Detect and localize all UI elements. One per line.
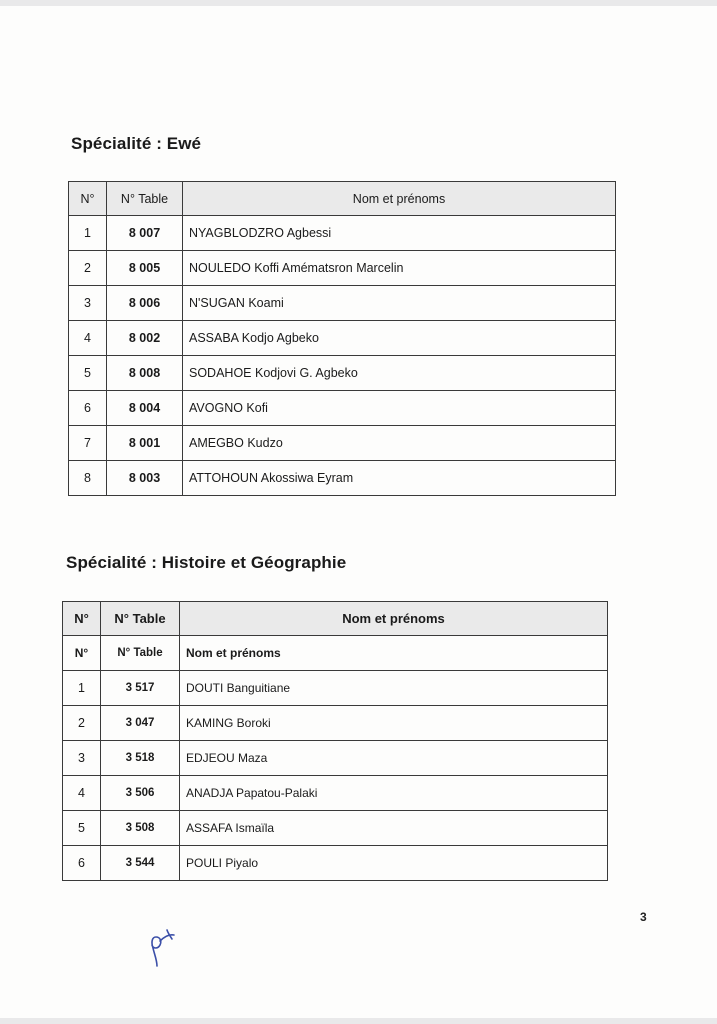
row-name: NYAGBLODZRO Agbessi [183, 216, 616, 251]
row-table-number: 3 517 [101, 671, 180, 706]
row-name: AVOGNO Kofi [183, 391, 616, 426]
row-name: EDJEOU Maza [180, 741, 608, 776]
table-row [63, 671, 608, 706]
row-num: 4 [63, 776, 101, 811]
row-table-number: 8 004 [107, 391, 183, 426]
row-table-number: 8 006 [107, 286, 183, 321]
row-table-number: 8 008 [107, 356, 183, 391]
table-row [63, 776, 608, 811]
table-row [63, 741, 608, 776]
row-table-number: 8 001 [107, 426, 183, 461]
row-table-number: 8 005 [107, 251, 183, 286]
table-row [69, 356, 616, 391]
row-num: 3 [63, 741, 101, 776]
table-header-row [63, 602, 608, 636]
document-page [0, 6, 717, 1018]
section-title-ewe: Spécialité : Ewé [71, 134, 202, 153]
row-num: 7 [69, 426, 107, 461]
section-title-histoire-geographie: Spécialité : Histoire et Géographie [66, 553, 347, 572]
row-num: 5 [63, 811, 101, 846]
subheader-name: Nom et prénoms [180, 636, 608, 671]
row-num: 6 [69, 391, 107, 426]
row-num: 6 [63, 846, 101, 881]
row-num: 1 [63, 671, 101, 706]
row-num: 4 [69, 321, 107, 356]
row-num: 2 [69, 251, 107, 286]
header-name: Nom et prénoms [180, 602, 608, 636]
table-row [63, 706, 608, 741]
table-row [69, 461, 616, 496]
header-table: N° Table [107, 182, 183, 216]
row-table-number: 8 003 [107, 461, 183, 496]
header-num: N° [63, 602, 101, 636]
table-row [69, 391, 616, 426]
table-row [69, 321, 616, 356]
table-subheader-row [63, 636, 608, 671]
row-name: ANADJA Papatou-Palaki [180, 776, 608, 811]
histoire-geographie-table [62, 601, 608, 881]
table-row [63, 846, 608, 881]
row-num: 2 [63, 706, 101, 741]
row-num: 1 [69, 216, 107, 251]
handwritten-initials-signature [143, 926, 179, 968]
subheader-num: N° [63, 636, 101, 671]
row-table-number: 3 544 [101, 846, 180, 881]
header-name: Nom et prénoms [183, 182, 616, 216]
row-table-number: 3 508 [101, 811, 180, 846]
row-name: ASSABA Kodjo Agbeko [183, 321, 616, 356]
table-row [69, 286, 616, 321]
row-name: ASSAFA Ismaïla [180, 811, 608, 846]
table-row [69, 216, 616, 251]
row-name: ATTOHOUN Akossiwa Eyram [183, 461, 616, 496]
header-num: N° [69, 182, 107, 216]
row-name: N'SUGAN Koami [183, 286, 616, 321]
table-row [69, 426, 616, 461]
row-table-number: 3 506 [101, 776, 180, 811]
row-table-number: 8 002 [107, 321, 183, 356]
row-name: KAMING Boroki [180, 706, 608, 741]
subheader-table: N° Table [101, 636, 180, 671]
table-row [63, 811, 608, 846]
table-header-row [69, 182, 616, 216]
row-table-number: 8 007 [107, 216, 183, 251]
ewe-table [68, 181, 616, 496]
row-name: DOUTI Banguitiane [180, 671, 608, 706]
row-num: 8 [69, 461, 107, 496]
page-number: 3 [640, 910, 647, 924]
row-name: POULI Piyalo [180, 846, 608, 881]
row-name: SODAHOE Kodjovi G. Agbeko [183, 356, 616, 391]
row-num: 5 [69, 356, 107, 391]
row-table-number: 3 047 [101, 706, 180, 741]
row-name: NOULEDO Koffi Amématsron Marcelin [183, 251, 616, 286]
row-name: AMEGBO Kudzo [183, 426, 616, 461]
header-table: N° Table [101, 602, 180, 636]
table-row [69, 251, 616, 286]
row-table-number: 3 518 [101, 741, 180, 776]
row-num: 3 [69, 286, 107, 321]
